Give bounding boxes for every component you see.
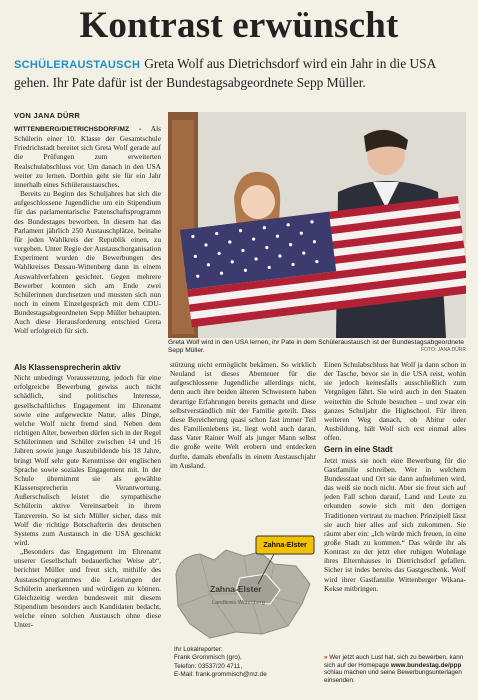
paragraph-7: Jetzt muss sie noch eine Bewerbung für die Gastfamilie schreiben. Wer in welchem Bundesstaat und Ort sie dann aufnehmen wird, das weiß sie noch nicht. Aber sie freut sich auf jeden Fall schon darauf, Land und Leute zu erkunden sowie sich mit den dortigen Traditionen vertraut zu machen. Prinzipiell lässt sie auch hier alles auf sich zukommen. Sie räumt aber ein: „Ich würde mich freuen, in eine große Stadt zu kommen.“ Das würde ihr als Kontrast zu der jetzt eher ruhigen Wohnlage ihres Elternhauses in Dietrichsdorf gefallen. Sicher ist indes bereits das Gastgeschenk. Wolf wird ihrer Gastfamilie Wittenberger Wikana-Kekse mitbringen. [324, 455, 466, 593]
locator-map [170, 534, 316, 642]
subheading-klassensprecherin: Als Klassensprecherin aktiv [14, 363, 121, 372]
reporter-label: Ihr Lokalreporter: [174, 646, 223, 653]
call-to-action [324, 654, 466, 684]
article-column-3 [170, 360, 316, 530]
reporter-box [174, 646, 314, 680]
reporter-phone: Telefon: 03537/20 4711, [174, 662, 243, 670]
cta-link[interactable]: www.bundestag.de/ppp [390, 661, 462, 669]
byline: VON JANA DÜRR [14, 111, 81, 120]
cta-text-after: schlau machen und seine Bewerbungsunterlagen einsenden. [324, 669, 462, 684]
arrow-icon: » [324, 654, 328, 661]
article-column-4 [324, 360, 466, 692]
map-badge: Zahna-Elster [263, 540, 307, 549]
lead-text: Als Schülerin einer 10. Klasse der Gesamtschule Friedrichstadt bereitet sich Greta Wolf gerade auf die Prüfungen zum erweiterten Realschulabschluss vor. Um danach in den USA weiter zu lernen. Dorthin geht sie für ein Jahr innerhalb eines Schüleraustausches. [14, 124, 161, 189]
article-photo [168, 112, 466, 338]
article-column-2 [14, 360, 161, 692]
paragraph-4: „Besonders das Engagement im Ehrenamt unserer Gesellschaft bedauerlicher Weise ab“, berichtet Müller und freut sich, mithilfe des Austauschprogrammes die Leistungen der Schülerin anerkennen und würdigen zu können. Gleichzeitig werden bundesweit mit diesem Stipendium besonders auch Kandidaten bedacht, welche einen solchen Austausch ohne diese Unter- [14, 547, 161, 630]
lead-paragraph [14, 124, 161, 189]
article-column-1 [14, 124, 161, 396]
headline: Kontrast erwünscht [79, 5, 399, 46]
subheadline [14, 55, 466, 91]
paragraph-2: Bereits zu Beginn des Schuljahres hat sich die aufgeschlossene Jugendliche um ein Stipendium für das parlamentarische Patenschaftsprogramm des Bundestages beworben. In diesem hat das Parlament jährlich 250 Austauschplätze, beinahe für jeden Wahlkreis der Republik einen, zu vergeben. Unter Regie der Austauschorganisation Experiment wurden die Bewerbungen des Wahlkreises Dessau-Wittenberg dann in einem Auswahlverfahren gesichtet. Gegen mehrere Bewerber konnten sich am Ende zwei Schülerinnen durchsetzen und mussten sich nun noch in einem Einzelgespräch mit dem CDU-Bundestagsabgeordneten Sepp Müller behaupten. Auch diese Herausforderung entschied Greta Wolf erfolgreich für sich. [14, 189, 161, 336]
kicker-label: SCHÜLERAUSTAUSCH [14, 59, 141, 71]
cta-text-before: Wer jetzt auch Lust hat, sich zu bewerben, kann sich auf der Homepage [324, 654, 464, 669]
photo-illustration [168, 112, 466, 338]
photo-caption: Greta Wolf wird in den USA lernen, ihr Pate in dem Schüleraustausch ist der Bundestagsabgeordnete Sepp Müller. [168, 339, 465, 354]
reporter-name: Frank Grommisch (gro), [174, 654, 242, 662]
subheading-stadt: Gern in eine Stadt [324, 445, 393, 455]
paragraph-5: stützung nicht ermöglicht bekämen. So wirklich Neuland ist dieses Abenteuer für die aufgeschlossene Jugendliche allerdings nicht, denn auch ihre beiden älteren Schwestern haben derartige Erfahrungen bereits gemacht und diese selbstverständlich mit der Familie geteilt. Dass diese Bereicherung quasi schon fast immer Teil des Familienlebens ist, liegt wohl auch daran, dass Vater Rainer Wolf als junger Mann selbst die große weite Welt erobern und entdecken durfte, damals ebenfalls in einem Austauschjahr im Ausland. [170, 360, 316, 470]
subheadline-text: Greta Wolf aus Dietrichsdorf wird ein Jahr in die USA gehen. Ihr Pate dafür ist der Bundestagsabgeordnete Sepp Müller. [14, 56, 436, 90]
reporter-email[interactable]: E-Mail: frank.grommisch@mz.de [174, 671, 267, 679]
map-town-label: Zahna-Elster [210, 584, 262, 594]
map-district-label: Landkreis Wittenberg [212, 600, 265, 606]
paragraph-3: Nicht unbedingt Voraussetzung, jedoch für eine erfolgreiche Bewerbung gewiss auch nicht schädlich, sind politisches Interesse, gesellschaftliches Engagement im Ehrenamt sowie eine aufgeweckte Natur, alles Dinge, welche Wolf nicht fremd sind. Neben dem richtigen Alter, bewerben dürfen sich in der Regel Schülerinnen und Schüler zwischen 14 und 16 Jahren sowie junge Auszubildende bis 18 Jahre, bringt Wolf sehr gute Kenntnisse der englischen Sprache sowie soziales Engagement mit. In der Schule übernimmt sie als gewählte Klassensprecherin Verantwortung. Außerschulisch leistet die sympathische Schülerin aktive Vereinsarbeit in ihrem Tanzverein. So ist sich Müller sicher, dass mit Wolf die richtige Botschafterin des deutschen Systems zum Austausch in die USA geschickt wird. [14, 373, 161, 547]
dateline: WITTENBERG/DIETRICHSDORF/MZ - [14, 126, 142, 133]
photo-credit: FOTO: JANA DÜRR [421, 347, 466, 353]
paragraph-6: Einen Schulabschluss hat Wolf ja dann schon in der Tasche, bevor sie in die USA reist, wohin sie jedoch keinesfalls ausschließlich zum Vergnügen fährt. Sie wird auch in den Staaten weiterhin die Schule besuchen – und zwar ein ganzes Schuljahr die Highschool. Für ihren weiteren Weg danach, ob Abitur oder Ausbildung, hält Wolf sich erst einmal alles offen. [324, 360, 466, 443]
